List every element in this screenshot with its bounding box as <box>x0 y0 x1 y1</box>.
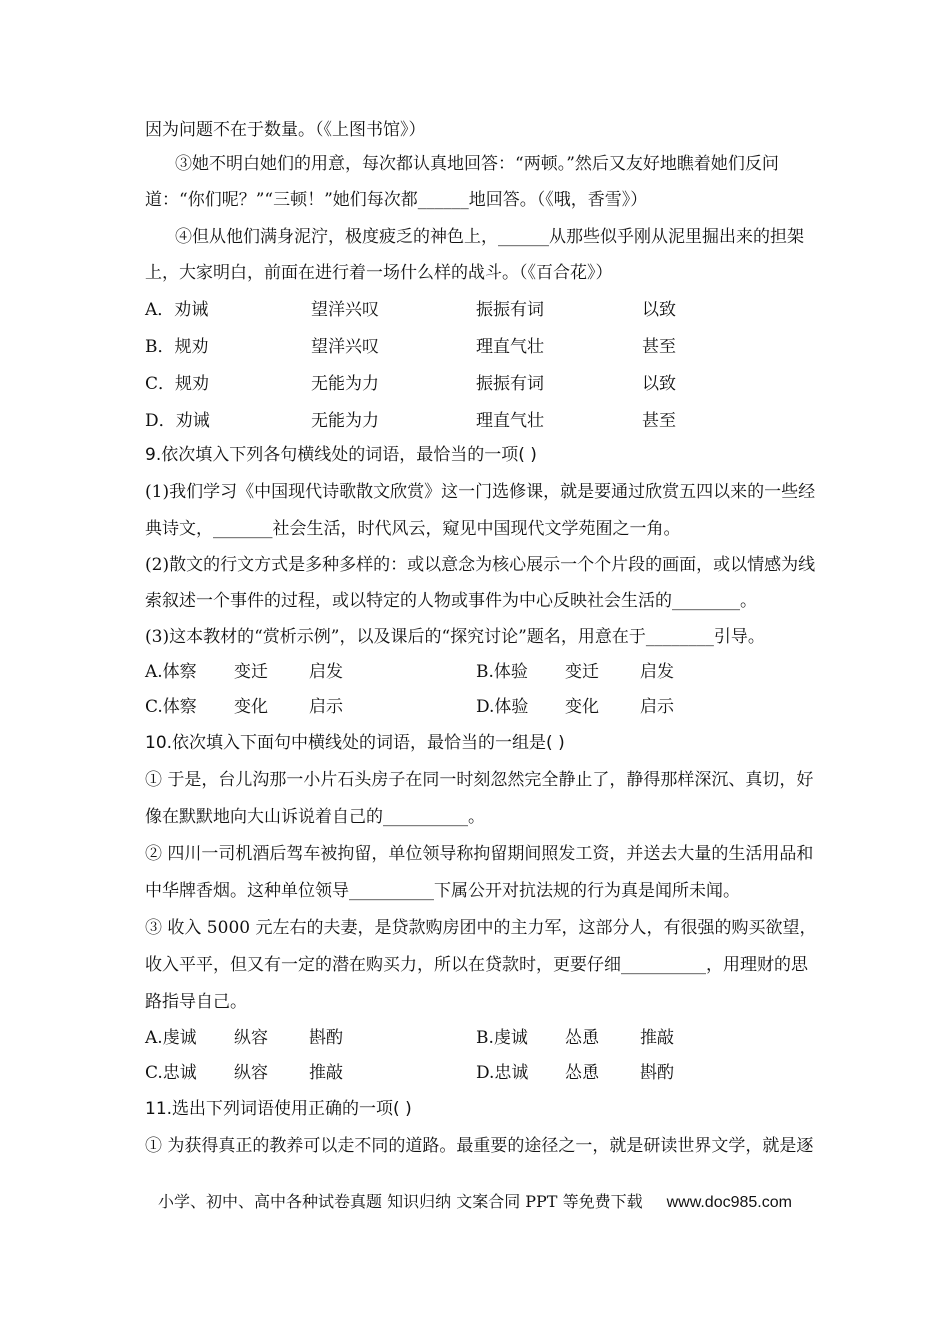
text-line: 路指导自己。 <box>145 992 247 1012</box>
option-word: 变迁 <box>565 662 599 682</box>
option-word: 启示 <box>640 697 674 717</box>
option-label: C.体察 <box>145 697 197 717</box>
option-word: 变迁 <box>234 662 268 682</box>
option-word: 理直气壮 <box>476 411 544 431</box>
option-word: 望洋兴叹 <box>311 300 379 320</box>
option-word: 怂恿 <box>565 1028 599 1048</box>
option-word: 以致 <box>642 300 676 320</box>
footer-text: 小学、初中、高中各种试卷真题 知识归纳 文案合同 PPT 等免费下载 <box>158 1192 643 1211</box>
text-line: 中华牌香烟。这种单位领导__________下属公开对抗法规的行为真是闻所未闻。 <box>145 881 740 901</box>
option-word: 推敲 <box>640 1028 674 1048</box>
text-line: ④但从他们满身泥泞，极度疲乏的神色上，______从那些似乎刚从泥里掘出来的担架 <box>175 227 804 247</box>
page-footer <box>0 1190 950 1215</box>
text-line: 索叙述一个事件的过程，或以特定的人物或事件为中心反映社会生活的________。 <box>145 591 757 611</box>
option-word: 理直气壮 <box>476 337 544 357</box>
text-line: 因为问题不在于数量。（《上图书馆》） <box>145 120 426 140</box>
text-line: (2)散文的行文方式是多种多样的：或以意念为核心展示一个个片段的画面，或以情感为线 <box>145 555 816 575</box>
option-label: C.忠诚 <box>145 1063 197 1083</box>
option-word: 振振有词 <box>476 374 544 394</box>
question-title: 9.依次填入下列各句横线处的词语，最恰当的一项( ) <box>145 445 537 465</box>
option-label: D.体验 <box>476 697 529 717</box>
option-word: 推敲 <box>309 1063 343 1083</box>
text-line: ① 于是，台儿沟那一小片石头房子在同一时刻忽然完全静止了，静得那样深沉、真切，好 <box>145 770 814 790</box>
option-word: 无能为力 <box>311 411 379 431</box>
text-line: 像在默默地向大山诉说着自己的__________。 <box>145 807 485 827</box>
option-word: 纵容 <box>234 1063 268 1083</box>
option-word: 振振有词 <box>476 300 544 320</box>
text-line: ③她不明白她们的用意，每次都认真地回答：“两顿。”然后又友好地瞧着她们反问 <box>175 154 779 174</box>
option-word: 以致 <box>642 374 676 394</box>
text-line: 收入平平，但又有一定的潜在购买力，所以在贷款时，更要仔细__________，用理财的思 <box>145 955 808 975</box>
text-line: 上，大家明白，前面在进行着一场什么样的战斗。（《百合花》） <box>145 263 613 283</box>
text-line: (1)我们学习《中国现代诗歌散文欣赏》这一门选修课，就是要通过欣赏五四以来的一些经 <box>145 482 816 502</box>
text-line: ① 为获得真正的教养可以走不同的道路。最重要的途径之一，就是研读世界文学，就是逐 <box>145 1136 814 1156</box>
option-label: A.虔诚 <box>145 1028 197 1048</box>
option-label: B.体验 <box>476 662 528 682</box>
option-word: 变化 <box>565 697 599 717</box>
option-word: 启发 <box>640 662 674 682</box>
text-line: 典诗文，_______社会生活，时代风云，窥见中国现代文学苑囿之一角。 <box>145 519 681 539</box>
option-word: 斟酌 <box>309 1028 343 1048</box>
option-label: A.体察 <box>145 662 197 682</box>
text-line: 道：“你们呢？”“三顿！”她们每次都______地回答。（《哦，香雪》） <box>145 190 648 210</box>
text-line: ② 四川一司机酒后驾车被拘留，单位领导称拘留期间照发工资，并送去大量的生活用品和 <box>145 844 814 864</box>
text-line: ③ 收入 5000 元左右的夫妻，是贷款购房团中的主力军，这部分人，有很强的购买欲望， <box>145 918 817 938</box>
option-label: B.虔诚 <box>476 1028 528 1048</box>
question-title: 10.依次填入下面句中横线处的词语，最恰当的一组是( ) <box>145 733 565 753</box>
option-label: A．劝诫 <box>145 300 209 320</box>
question-title: 11.选出下列词语使用正确的一项( ) <box>145 1099 412 1119</box>
option-label: D.忠诚 <box>476 1063 529 1083</box>
option-word: 甚至 <box>642 337 676 357</box>
option-word: 启示 <box>309 697 343 717</box>
option-word: 望洋兴叹 <box>311 337 379 357</box>
option-label: C．规劝 <box>145 374 210 394</box>
option-word: 甚至 <box>642 411 676 431</box>
option-word: 纵容 <box>234 1028 268 1048</box>
option-label: B．规劝 <box>145 337 209 357</box>
option-word: 变化 <box>234 697 268 717</box>
option-word: 斟酌 <box>640 1063 674 1083</box>
option-word: 无能为力 <box>311 374 379 394</box>
option-word: 启发 <box>309 662 343 682</box>
option-word: 怂恿 <box>565 1063 599 1083</box>
text-line: (3)这本教材的“赏析示例”，以及课后的“探究讨论”题名，用意在于________引导。 <box>145 627 765 647</box>
footer-url[interactable]: www.doc985.com <box>666 1194 792 1211</box>
option-label: D．劝诫 <box>145 411 210 431</box>
